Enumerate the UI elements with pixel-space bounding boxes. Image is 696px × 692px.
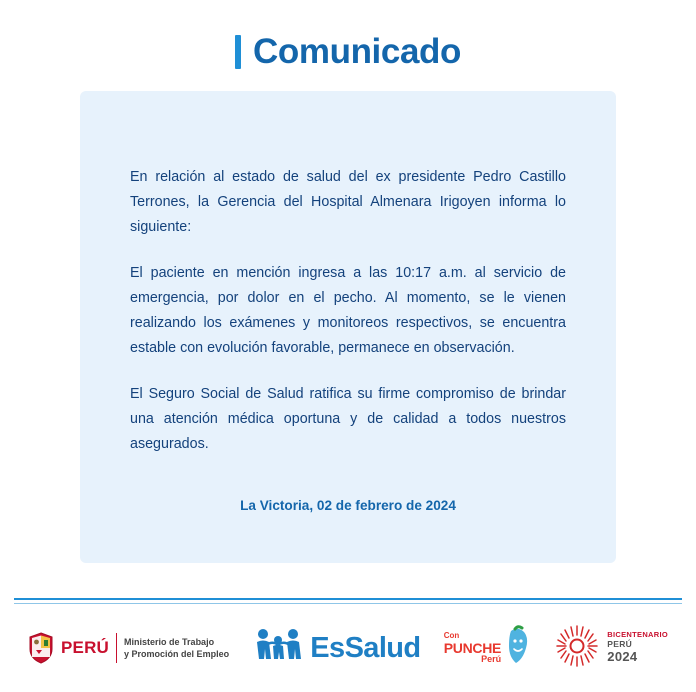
punche-line-main: PUNCHE xyxy=(443,640,502,656)
statement-card xyxy=(80,91,616,563)
statement-paragraph-2: El paciente en mención ingresa a las 10:17 a.m. al servicio de emergencia, por dolor en el pecho. Al momento, se le vienen realizando los exámenes y monitoreos respectivos, se encuentra estable con evolución favorable, permanece en observación. xyxy=(130,265,566,356)
punche-text xyxy=(444,632,501,664)
bicentenario-line-3: 2024 xyxy=(607,648,638,664)
essalud-wordmark: EsSalud xyxy=(310,631,421,664)
chili-pepper-icon xyxy=(505,625,531,672)
page-title: Comunicado xyxy=(253,32,461,71)
logo-bicentenario xyxy=(554,623,668,674)
footer-logos xyxy=(0,604,696,692)
peru-wordmark: PERÚ xyxy=(61,638,110,657)
logo-essalud xyxy=(252,626,420,671)
bicentenario-line-2: PERÚ xyxy=(607,638,633,649)
sunburst-icon xyxy=(554,623,600,674)
title-accent-bar xyxy=(235,35,241,69)
page-header xyxy=(0,0,696,69)
statement-paragraph-1: En relación al estado de salud del ex presidente Pedro Castillo Terrones, la Gerencia del Hospital Almenara Irigoyen informa lo siguiente: xyxy=(130,169,566,235)
logo-ministerio-trabajo xyxy=(28,632,229,664)
peru-coat-of-arms-icon xyxy=(28,632,54,664)
ministry-line-1: Ministerio de Trabajo xyxy=(124,637,215,647)
family-figures-icon xyxy=(252,626,304,671)
punche-line-con: Con xyxy=(443,631,460,640)
bicentenario-line-1: BICENTENARIO xyxy=(607,630,668,640)
statement-paragraph-3: El Seguro Social de Salud ratifica su firme compromiso de brindar una atención médica oportuna y de calidad a todos nuestros asegurados. xyxy=(130,386,566,452)
statement-signoff: La Victoria, 02 de febrero de 2024 xyxy=(240,498,456,513)
punche-line-peru: Perú xyxy=(481,654,502,664)
logo-con-punche-peru xyxy=(444,625,531,672)
logo-divider xyxy=(116,633,117,663)
page-footer xyxy=(0,598,696,692)
bicentenario-text xyxy=(607,631,668,664)
footer-divider xyxy=(14,598,682,600)
title-wrap xyxy=(235,34,461,69)
ministry-name xyxy=(124,636,229,660)
ministry-line-2: y Promoción del Empleo xyxy=(124,649,230,659)
